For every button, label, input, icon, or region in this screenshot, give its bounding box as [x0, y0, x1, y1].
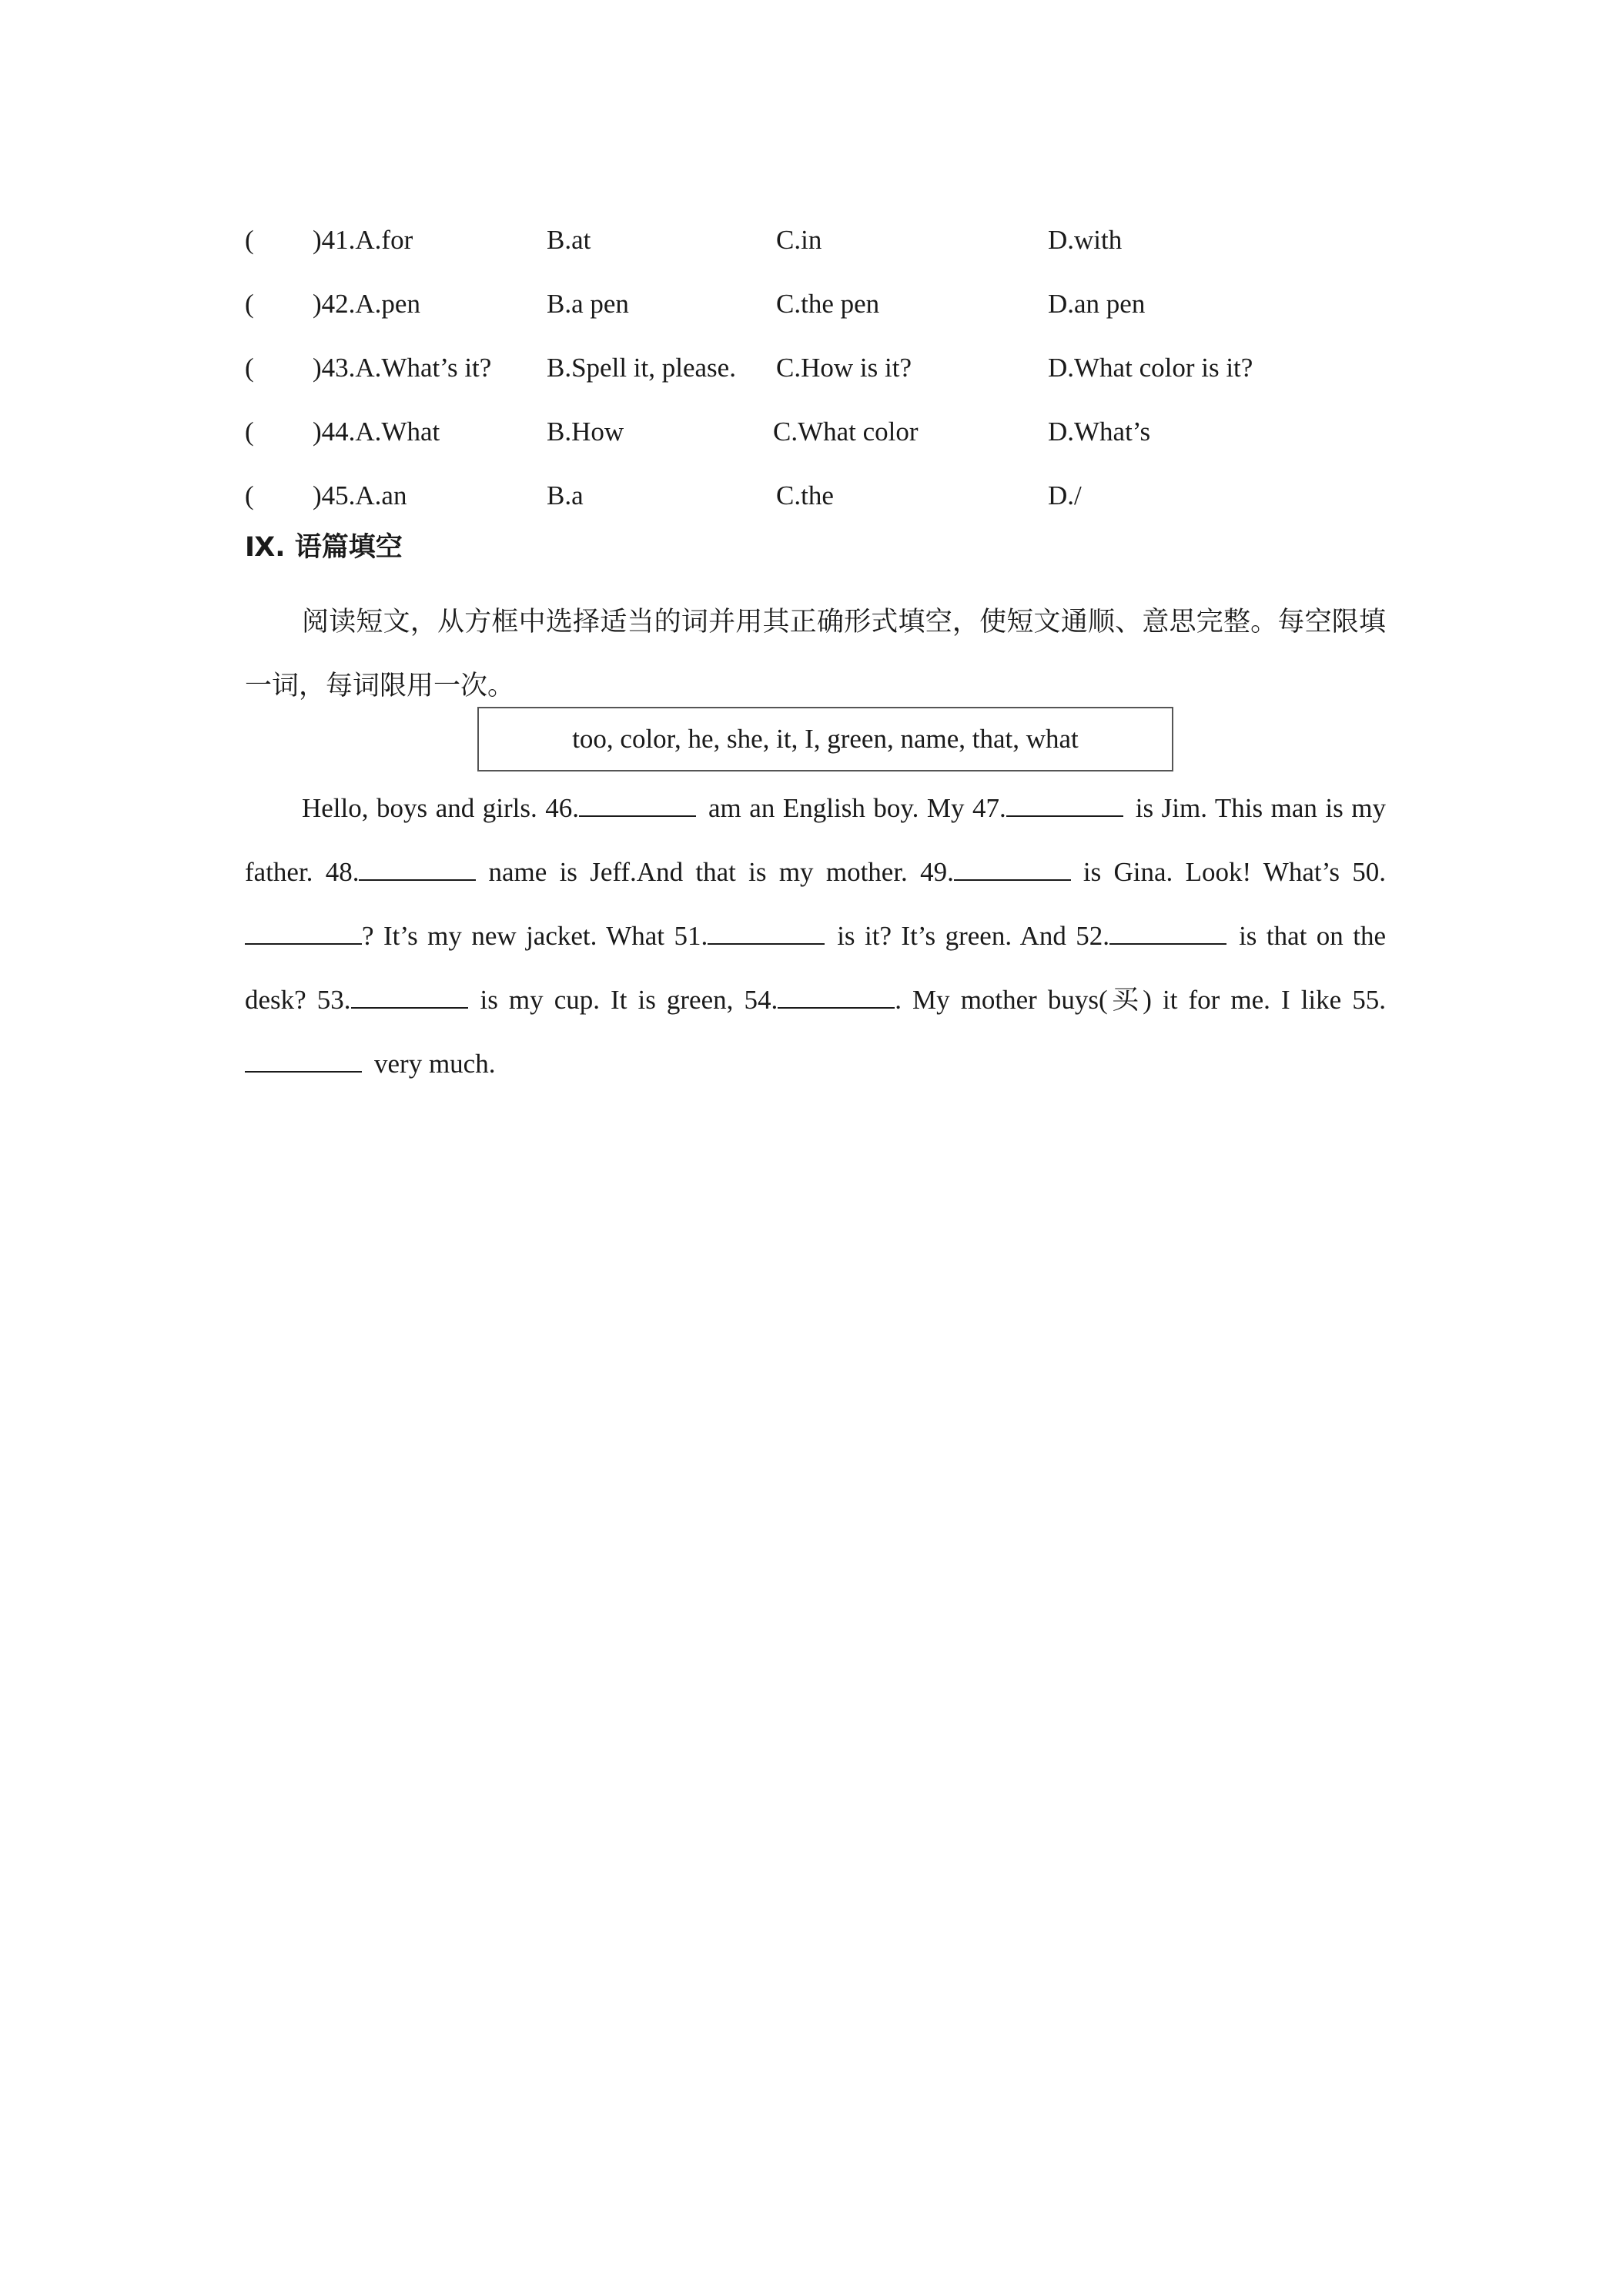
passage-text: ? It’s my new jacket. What 51. — [362, 921, 708, 951]
blank-46[interactable] — [579, 792, 696, 817]
blank-52[interactable] — [1109, 920, 1226, 945]
question-44 — [245, 413, 1400, 451]
blank-53[interactable] — [351, 984, 468, 1009]
passage-text: am an English boy. My 47. — [708, 793, 1006, 823]
option-b: B.at — [547, 225, 591, 255]
blank-49[interactable] — [954, 856, 1071, 881]
question-stem-option-a: )42.A.pen — [313, 289, 420, 319]
passage-text: very much. — [374, 1049, 496, 1079]
question-43 — [245, 349, 1400, 387]
cloze-passage — [245, 776, 1386, 1096]
option-b: B.a pen — [547, 289, 629, 319]
blank-48[interactable] — [359, 856, 476, 881]
question-stem-option-a: )44.A.What — [313, 417, 440, 447]
passage-text: is it? It’s green. And 52. — [837, 921, 1110, 951]
section-title: Ⅸ. 语篇填空 — [245, 532, 403, 563]
question-42 — [245, 285, 1400, 323]
passage-text: name is Jeff.And that is my mother. 49. — [488, 857, 954, 887]
option-d: D.an pen — [1048, 289, 1146, 319]
blank-54[interactable] — [778, 984, 895, 1009]
option-b: B.Spell it, please. — [547, 353, 736, 383]
question-45 — [245, 477, 1400, 515]
option-c: C.the pen — [776, 289, 880, 319]
passage-text: is that on the desk? 53. — [245, 921, 1386, 1015]
passage-text: is Jim. This man is my father. 48. — [245, 793, 1386, 887]
question-stem-option-a: )41.A.for — [313, 225, 413, 255]
option-d: D.What’s — [1048, 417, 1151, 447]
passage-text: is Gina. Look! What’s 50. — [1083, 857, 1386, 887]
blank-50[interactable] — [245, 920, 362, 945]
question-stem-option-a: )43.A.What’s it? — [313, 353, 492, 383]
word-bank-box: too, color, he, she, it, I, green, name, that, what — [477, 707, 1173, 771]
question-41 — [245, 221, 1400, 259]
option-d: D./ — [1048, 480, 1082, 510]
blank-55[interactable] — [245, 1048, 362, 1073]
answer-paren: ( — [245, 480, 254, 510]
blank-47[interactable] — [1006, 792, 1123, 817]
option-b: B.How — [547, 417, 624, 447]
option-d: D.What color is it? — [1048, 353, 1253, 383]
option-c: C.the — [776, 480, 834, 510]
section-instructions: 阅读短文，从方框中选择适当的词并用其正确形式填空，使短文通顺、意思完整。每空限填一词，每词限用一次。 — [245, 607, 1386, 701]
option-c: C.in — [776, 225, 822, 255]
answer-paren: ( — [245, 417, 254, 447]
answer-paren: ( — [245, 225, 254, 255]
option-b: B.a — [547, 480, 584, 510]
passage-text: . My mother buys(买) it for me. I like 55. — [895, 985, 1386, 1015]
blank-51[interactable] — [708, 920, 825, 945]
answer-paren: ( — [245, 289, 254, 319]
option-c: C.How is it? — [776, 353, 912, 383]
answer-paren: ( — [245, 353, 254, 383]
passage-text: is my cup. It is green, 54. — [480, 985, 778, 1015]
passage-text: Hello, boys and girls. 46. — [302, 793, 580, 823]
option-c: C.What color — [773, 417, 919, 447]
option-d: D.with — [1048, 225, 1123, 255]
question-stem-option-a: )45.A.an — [313, 480, 407, 510]
